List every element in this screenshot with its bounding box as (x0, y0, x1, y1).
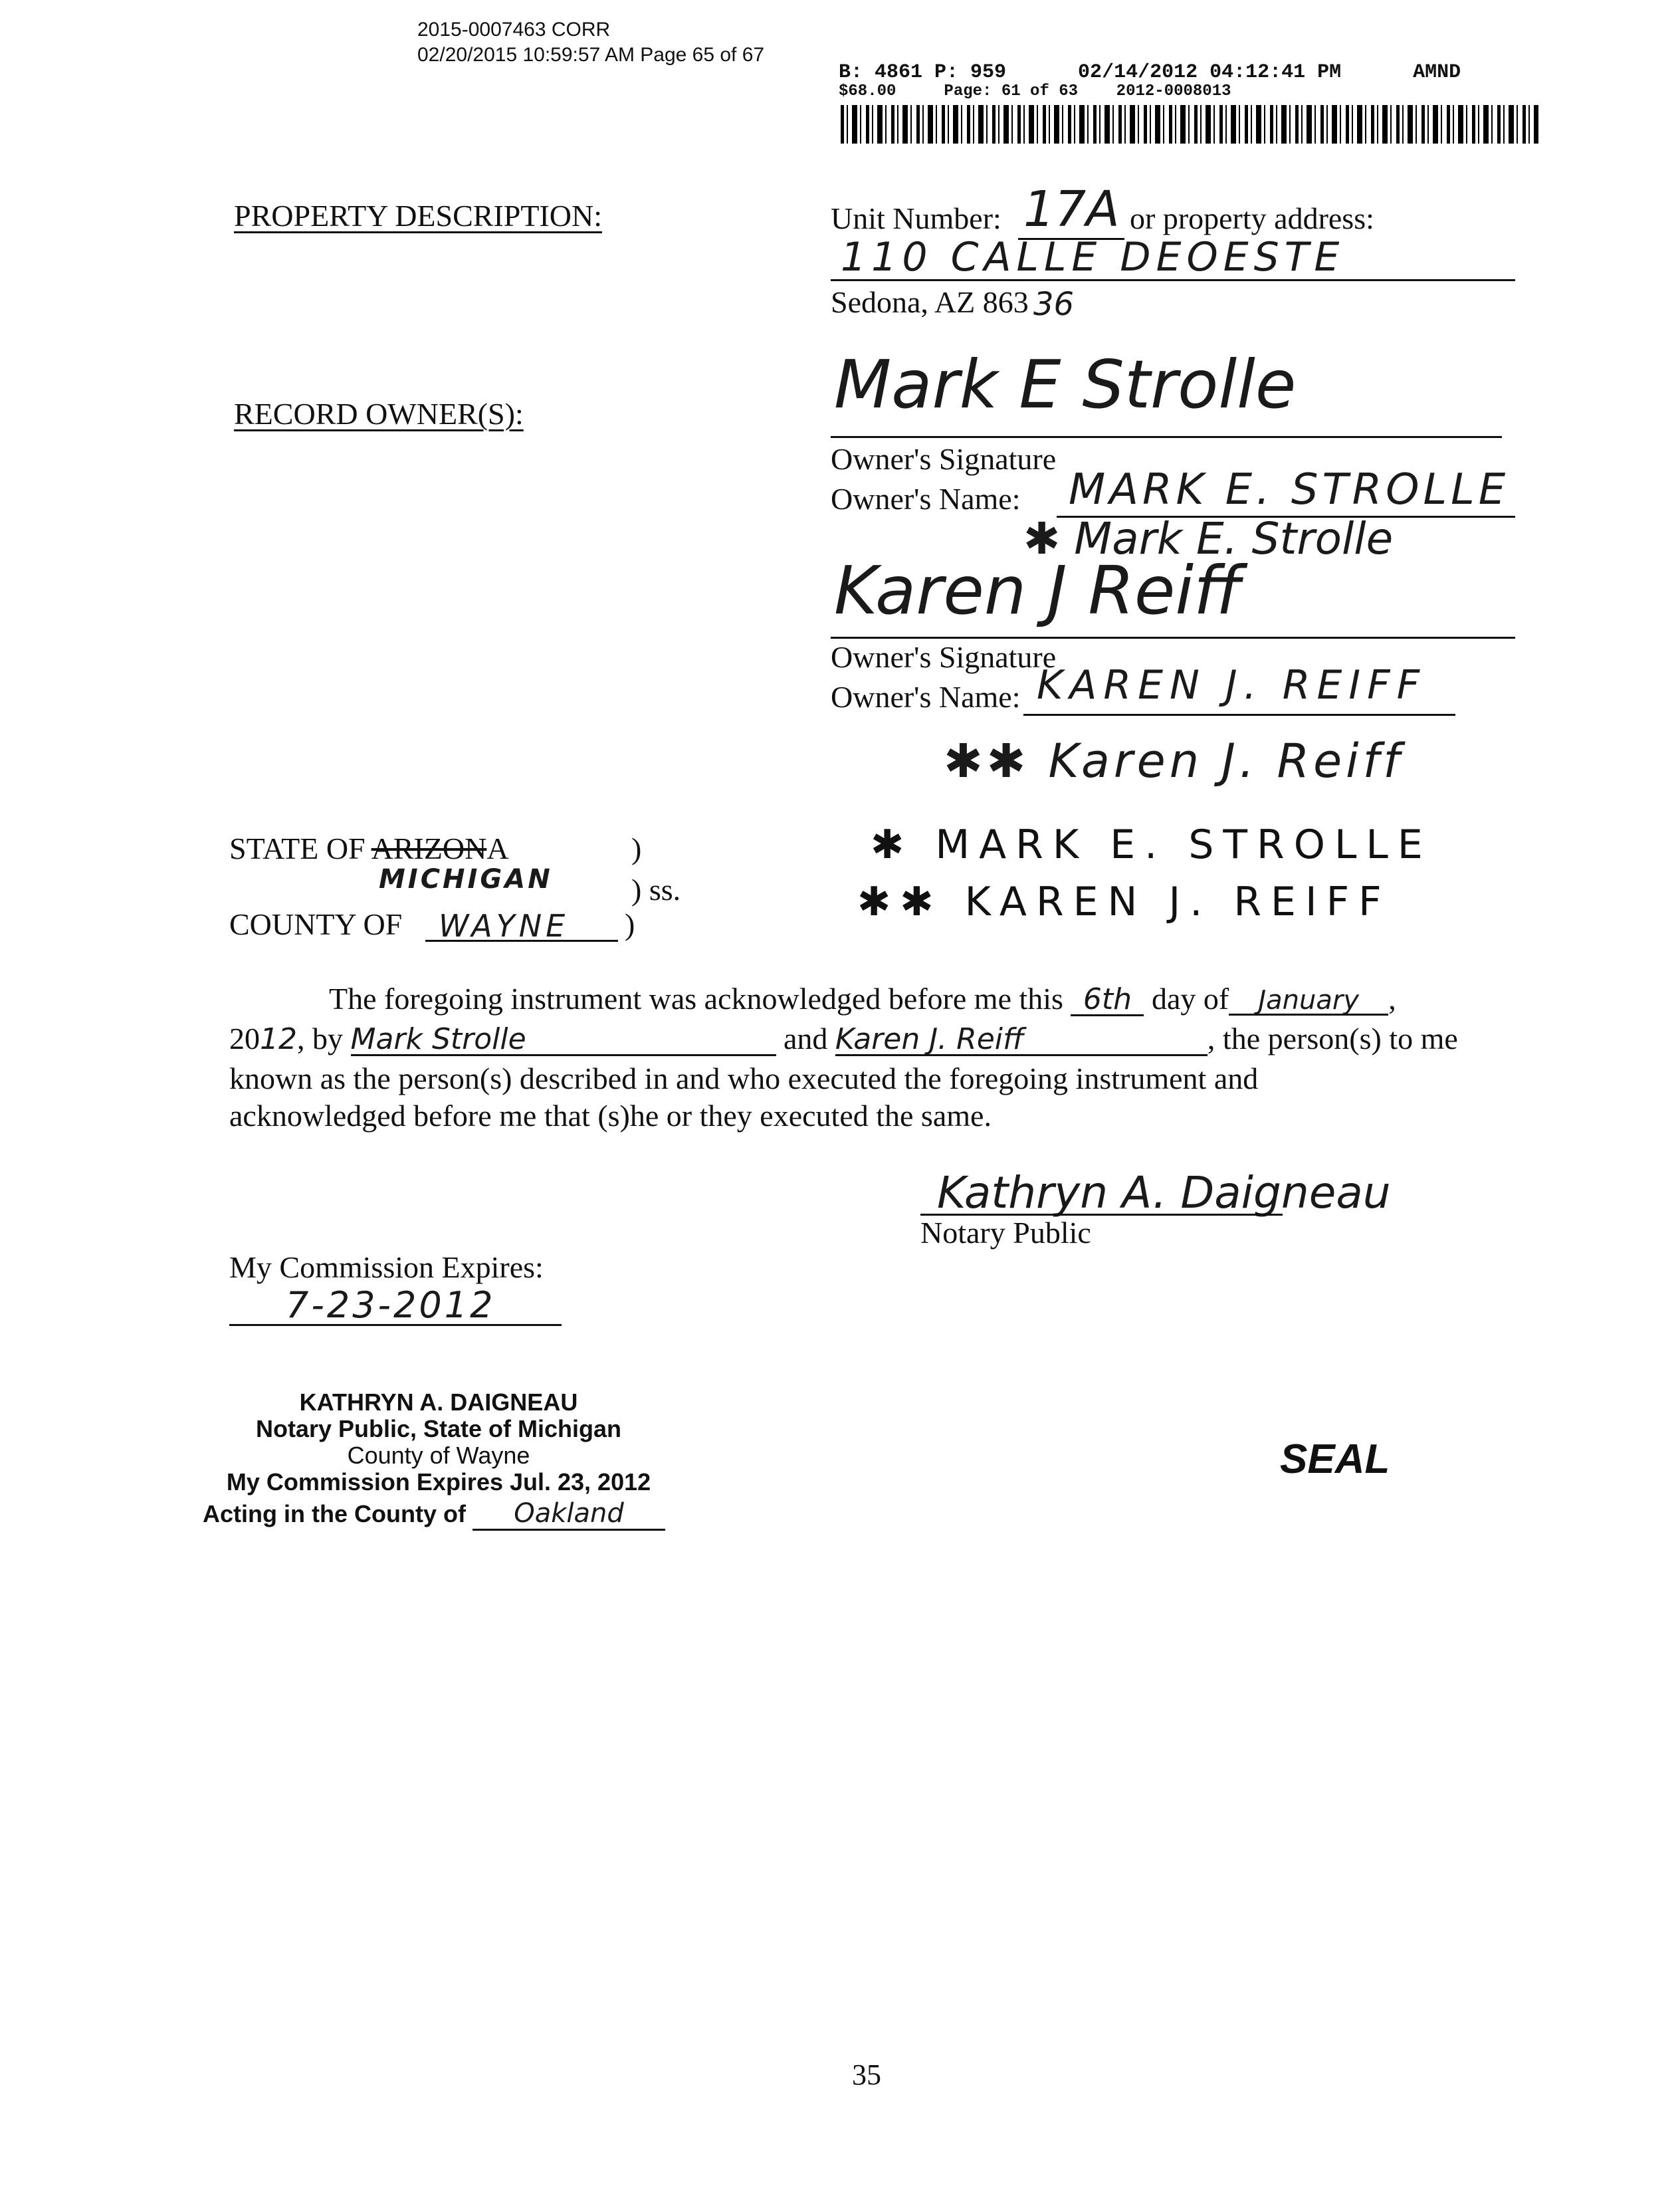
barcode (841, 105, 1538, 144)
owner-2-name-label: Owner's Name: (831, 680, 1021, 714)
state-struck: ARIZON (371, 831, 487, 865)
state-of-label (229, 833, 509, 864)
city-state-label: Sedona, AZ 863 (831, 285, 1029, 319)
ack-month-value: January (1229, 987, 1388, 1016)
state-suffix: A (486, 831, 509, 865)
document-number: 2015-0007463 CORR (417, 19, 611, 41)
zip-suffix-value: 36 (1033, 286, 1075, 323)
state-paren: ) (631, 831, 642, 865)
document-timestamp: 02/20/2015 10:59:57 AM Page 65 of 67 (417, 44, 765, 66)
owner-2-correction: ✱✱ Karen J. Reiff (944, 734, 1404, 788)
ack-text-2d: , the person(s) to me (1207, 1022, 1458, 1055)
owner-2-signature: Karen J Reiff (834, 552, 1242, 629)
property-description-label: PROPERTY DESCRIPTION: (234, 199, 602, 233)
ack-day-value: 6th (1071, 985, 1144, 1016)
ack-line-1 (329, 984, 1396, 1016)
stamp-acting-label: Acting in the County of (203, 1500, 466, 1527)
stamp-line-5 (203, 1498, 665, 1531)
owner-1-name-value: MARK E. STROLLE (1069, 465, 1510, 514)
ack-line-3: known as the person(s) described in and who executed the foregoing instrument and (229, 1061, 1259, 1095)
owner-2-signature-label: Owner's Signature (831, 640, 1057, 674)
owner-2-name-value: KAREN J. REIFF (1037, 662, 1427, 709)
printed-name-1: ✱ MARK E. STROLLE (871, 822, 1432, 868)
notary-public-label: Notary Public (920, 1216, 1091, 1250)
county-value: WAYNE (439, 908, 570, 944)
stamp-line-3: County of Wayne (347, 1442, 530, 1469)
unit-number-value: 17A (1023, 181, 1120, 238)
county-paren: ) (625, 907, 635, 941)
ack-year-value: 12 (260, 1022, 297, 1056)
ack-line-4: acknowledged before me that (s)he or they executed the same. (229, 1099, 992, 1133)
unit-number-label: Unit Number: (831, 201, 1001, 235)
ack-text-1c: , (1388, 982, 1396, 1016)
commission-expires-line (229, 1324, 562, 1326)
stamp-line-2: Notary Public, State of Michigan (255, 1415, 622, 1442)
ack-name-2-value: Karen J. Reiff (835, 1025, 1208, 1056)
ack-text-1a: The foregoing instrument was acknowledged before me this (329, 982, 1063, 1016)
ack-text-1b: day of (1151, 982, 1229, 1016)
county-line (425, 940, 618, 942)
commission-expires-label: My Commission Expires: (229, 1250, 544, 1284)
address-line (831, 279, 1515, 281)
record-owners-label: RECORD OWNER(S): (234, 397, 524, 431)
owner-1-signature-line (831, 436, 1502, 438)
owner-1-name-label: Owner's Name: (831, 482, 1021, 516)
ss-label: ) ss. (631, 873, 681, 907)
commission-expires-value: 7-23-2012 (286, 1284, 496, 1326)
seal-text: SEAL (1280, 1436, 1390, 1482)
notary-signature: Kathryn A. Daigneau (937, 1167, 1391, 1218)
state-of-text: STATE OF (229, 831, 366, 865)
stamp-line-1: KATHRYN A. DAIGNEAU (299, 1388, 578, 1416)
stamp-line-4: My Commission Expires Jul. 23, 2012 (226, 1468, 651, 1495)
page-number: 35 (852, 2058, 881, 2091)
address-label: or property address: (1130, 201, 1374, 235)
address-value: 110 CALLE DEOESTE (841, 234, 1345, 280)
ack-text-2a: 20 (229, 1022, 260, 1055)
state-replacement: MICHIGAN (379, 864, 553, 895)
ack-text-2c: and (784, 1022, 828, 1055)
owner-1-correction: ✱ Mark E. Strolle (1023, 513, 1394, 564)
ack-text-2b: , by (297, 1022, 343, 1055)
ack-line-2 (229, 1024, 1458, 1056)
owner-1-signature-label: Owner's Signature (831, 442, 1057, 476)
printed-name-2: ✱✱ KAREN J. REIFF (857, 879, 1391, 925)
owner-1-signature: Mark E Strolle (834, 346, 1297, 423)
owner-2-signature-line (831, 637, 1515, 639)
notary-stamp (199, 1389, 678, 1495)
recording-line-1: B: 4861 P: 959 02/14/2012 04:12:41 PM AMND (839, 61, 1461, 84)
stamp-county-value: Oakland (472, 1498, 665, 1531)
recording-line-2: $68.00 Page: 61 of 63 2012-0008013 (839, 82, 1231, 100)
ack-name-1-value: Mark Strolle (351, 1025, 776, 1056)
county-of-label: COUNTY OF (229, 907, 403, 941)
owner-2-name-line (1023, 714, 1455, 716)
